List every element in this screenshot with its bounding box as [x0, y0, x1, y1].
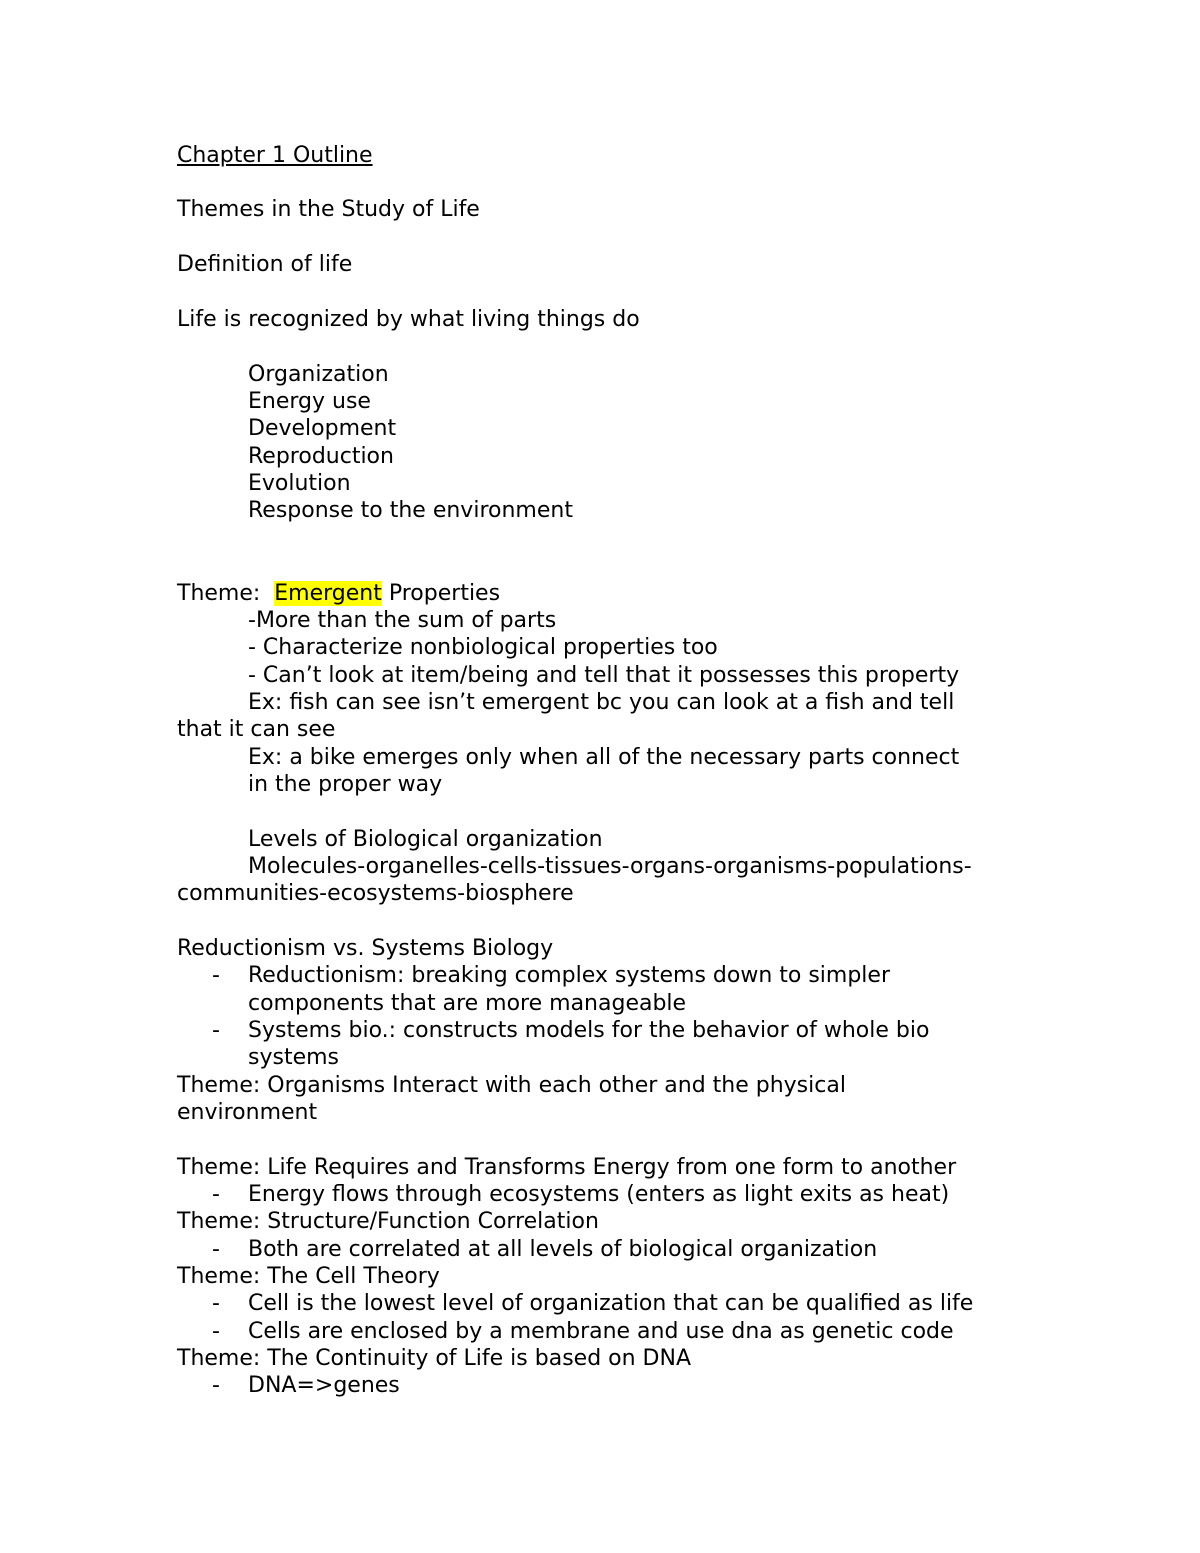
levels-heading: Levels of Biological organization: [248, 827, 603, 852]
page-title: Chapter 1 Outline: [177, 143, 373, 168]
theme-interact-heading: Theme: Organisms Interact with each other and the physical: [177, 1073, 846, 1098]
life-list-item: Response to the environment: [248, 498, 573, 523]
emergent-point: -More than the sum of parts: [248, 608, 557, 633]
bullet-dash: -: [212, 1319, 220, 1344]
emergent-example: Ex: fish can see isn’t emergent bc you can look at a fish and tell: [248, 690, 955, 715]
definition-heading: Definition of life: [177, 252, 353, 277]
reductionism-item: Reductionism: breaking complex systems down to simpler: [248, 963, 890, 988]
bullet-dash: -: [212, 1291, 220, 1316]
theme-structure-heading: Theme: Structure/Function Correlation: [177, 1209, 599, 1234]
bullet-dash: -: [212, 1018, 220, 1043]
theme-dna-heading: Theme: The Continuity of Life is based on DNA: [177, 1346, 691, 1371]
theme-interact-heading-wrap: environment: [177, 1100, 318, 1125]
life-list-item: Development: [248, 416, 397, 441]
theme-emergent-heading: [177, 580, 500, 607]
theme-bullet: Both are correlated at all levels of biological organization: [248, 1237, 878, 1262]
life-list-item: Reproduction: [248, 444, 394, 469]
levels-line: Molecules-organelles-cells-tissues-organs-organisms-populations-: [248, 854, 972, 879]
reductionism-heading: Reductionism vs. Systems Biology: [177, 936, 554, 961]
theme-bullet: Energy flows through ecosystems (enters as light exits as heat): [248, 1182, 950, 1207]
emergent-point: - Characterize nonbiological properties too: [248, 635, 718, 660]
emergent-example: Ex: a bike emerges only when all of the necessary parts connect: [248, 745, 960, 770]
life-list-item: Organization: [248, 362, 389, 387]
reductionism-item-wrap: components that are more manageable: [248, 991, 687, 1016]
theme-suffix: Properties: [381, 581, 501, 606]
bullet-dash: -: [212, 1182, 220, 1207]
bullet-dash: -: [212, 1373, 220, 1398]
emergent-example-wrap: that it can see: [177, 717, 336, 742]
life-list-item: Energy use: [248, 389, 371, 414]
emergent-example-wrap: in the proper way: [248, 772, 443, 797]
bullet-dash: -: [212, 1237, 220, 1262]
reductionism-item-wrap: systems: [248, 1045, 339, 1070]
life-intro: Life is recognized by what living things do: [177, 307, 640, 332]
highlighted-word: Emergent: [274, 581, 382, 606]
theme-cell-heading: Theme: The Cell Theory: [177, 1264, 440, 1289]
theme-bullet: DNA=>genes: [248, 1373, 400, 1398]
levels-line-wrap: communities-ecosystems-biosphere: [177, 881, 574, 906]
theme-prefix: Theme:: [177, 581, 275, 606]
subtitle: Themes in the Study of Life: [177, 197, 480, 222]
life-list-item: Evolution: [248, 471, 351, 496]
emergent-point: - Can’t look at item/being and tell that it possesses this property: [248, 663, 960, 688]
theme-energy-heading: Theme: Life Requires and Transforms Energy from one form to another: [177, 1155, 957, 1180]
bullet-dash: -: [212, 963, 220, 988]
theme-bullet: Cells are enclosed by a membrane and use dna as genetic code: [248, 1319, 954, 1344]
reductionism-item: Systems bio.: constructs models for the behavior of whole bio: [248, 1018, 930, 1043]
theme-bullet: Cell is the lowest level of organization that can be qualified as life: [248, 1291, 974, 1316]
